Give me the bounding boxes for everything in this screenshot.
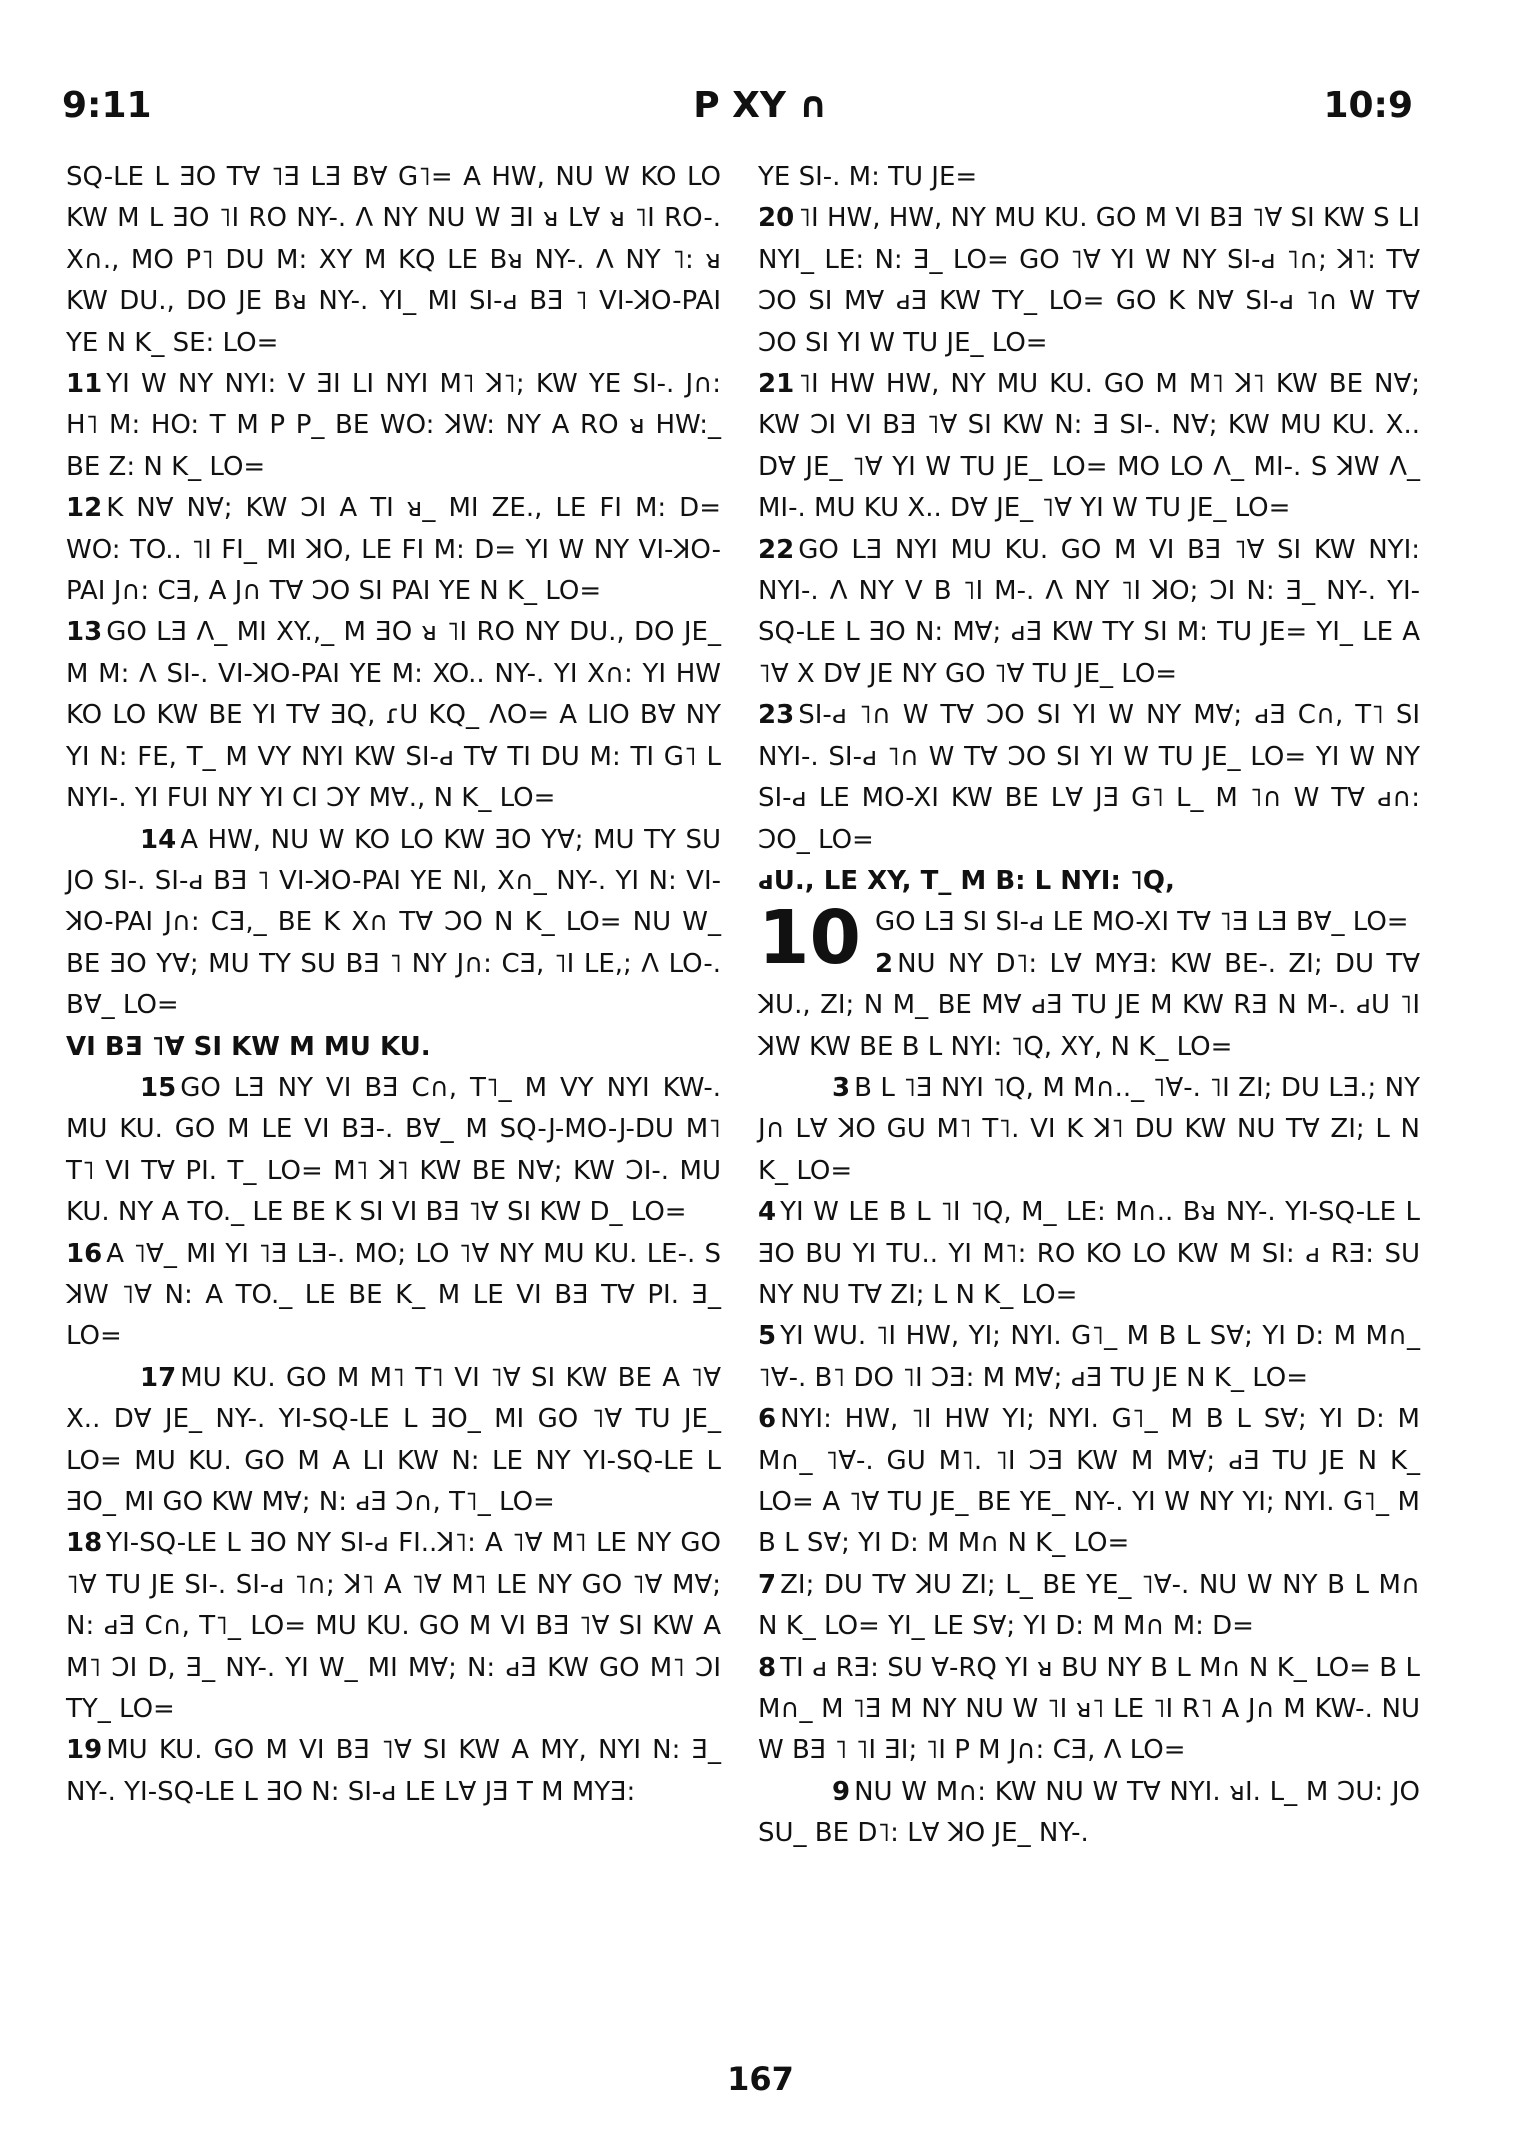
verse-text: ZI; DU T∀ ꓘU ZI; L_ BE YE_ ˥∀-. NU W NY B L M∩ N K_ LO= YI_ LE S∀; YI D: M M∩ M: D=: [758, 1569, 1420, 1642]
verse-paragraph: [66, 1358, 721, 1524]
running-header: [0, 84, 1521, 134]
verse-number: 5: [758, 1321, 777, 1352]
verse-paragraph: [66, 820, 721, 1027]
right-text-column: [758, 157, 1420, 1855]
verse-text: A ˥∀_ MI YI ˥Ǝ LƎ-. MO; LO ˥∀ NY MU KU. LE-. S ꓘW ˥∀ N: A TO._ LE BE K_ M LE VI BƎ T∀ PI. Ǝ_ LO=: [66, 1238, 721, 1352]
verse-text: MU KU. GO M M˥ T˥ VI ˥∀ SI KW BE A ˥∀ X.. D∀ JE_ NY-. YI-SQ-LE L ƎO_ MI GO ˥∀ TU JE_ LO= MU KU. GO M A LI KW N: LE NY YI-SQ-LE L ƎO_ MI GO KW M∀; N: ԁƎ Ɔ∩, T˥_ LO=: [66, 1362, 721, 1517]
verse-paragraph: [758, 1316, 1420, 1399]
verse-text: NU W M∩: KW NU W T∀ NYI. ᴚI. L_ M ƆU: JO SU_ BE D˥: L∀ ꓘO JE_ NY-.: [758, 1776, 1420, 1849]
verse-text: ˥I HW HW, NY MU KU. GO M M˥ ꓘ˥ KW BE N∀; KW ƆI VI BƎ ˥∀ SI KW N: Ǝ SI-. N∀; KW MU KU. X.. D∀ JE_ ˥∀ YI W TU JE_ LO= MO LO Λ_ MI-. S ꓘW Λ_ MI-. MU KU X.. D∀ JE_ ˥∀ YI W TU JE_ LO=: [758, 369, 1420, 524]
verse-number: 20: [758, 203, 795, 234]
chapter-number: 10: [758, 895, 861, 982]
verse-paragraph: [758, 1772, 1420, 1855]
verse-text: GO LƎ NYI MU KU. GO M VI BƎ ˥∀ SI KW NYI: NYI-. Λ NY V B ˥I M-. Λ NY ˥I ꓘO; ƆI N: Ǝ_ NY-. YI-SQ-LE L ƎO N: M∀; ԁƎ KW TY SI M: TU JE= YI_ LE A ˥∀ X D∀ JE NY GO ˥∀ TU JE_ LO=: [758, 534, 1420, 689]
verse-text: SI-ԁ ˥∩ W T∀ ƆO SI YI W NY M∀; ԁƎ C∩, T˥ SI NYI-. SI-ԁ ˥∩ W T∀ ƆO SI YI W TU JE_ LO= YI W NY SI-ԁ LE MO-XI KW BE L∀ JƎ G˥ L_ M ˥∩ W T∀ ԁ∩: ƆO_ LO=: [758, 700, 1420, 855]
verse-number: 22: [758, 534, 795, 565]
verse-number: 23: [758, 700, 795, 731]
verse-paragraph: [66, 364, 721, 488]
verse-text: NU NY D˥: L∀ MYƎ: KW BE-. ZI; DU T∀ ꓘU., ZI; N M_ BE M∀ ԁƎ TU JE M KW RƎ N M-. ԁU ˥I ꓘW KW BE B L NYI: ˥Q, XY, N K_ LO=: [758, 948, 1420, 1062]
verse-paragraph: [758, 157, 1420, 198]
verse-text: K N∀ N∀; KW ƆI A TI ᴚ_ MI ZE., LE FI M: D= WO: TO.. ˥I FI_ MI ꓘO, LE FI M: D= YI W NY VI-ꓘO-PAI J∩: CƎ, A J∩ T∀ ƆO SI PAI YE N K_ LO=: [66, 493, 721, 607]
verse-number: 13: [66, 617, 103, 648]
verse-text: YE SI-. M: TU JE=: [758, 162, 978, 192]
verse-number: 18: [66, 1528, 103, 1559]
verse-paragraph: [758, 530, 1420, 696]
verse-number: 16: [66, 1238, 103, 1269]
header-verse-end: 10:9: [1323, 85, 1413, 126]
verse-number: 11: [66, 369, 103, 400]
verse-text: SQ-LE L ƎO T∀ ˥Ǝ LƎ B∀ G˥= A HW, NU W KO LO KW M L ƎO ˥I RO NY-. Λ NY NU W ƎI ᴚ L∀ ᴚ ˥I RO-. X∩., MO P˥ DU M: XY M KQ LE Bᴚ NY-. Λ NY ˥: ᴚ KW DU., DO JE Bᴚ NY-. YI_ MI SI-ԁ BƎ ˥ VI-ꓘO-PAI YE N K_ SE: LO=: [66, 162, 721, 358]
verse-text: GO LƎ Λ_ MI XY.,_ M ƎO ᴚ ˥I RO NY DU., DO JE_ M M: Λ SI-. VI-ꓘO-PAI YE M: XO.. NY-. YI X∩: YI HW KO LO KW BE YI T∀ ƎQ, ɾU KQ_ ΛO= A LIO B∀ NY YI N: FE, T_ M VY NYI KW SI-ԁ T∀ TI DU M: TI G˥ L NYI-. YI FUI NY YI CI ƆY M∀., N K_ LO=: [66, 617, 721, 814]
verse-text: A HW, NU W KO LO KW ƎO Y∀; MU TY SU JO SI-. SI-ԁ BƎ ˥ VI-ꓘO-PAI YE NI, X∩_ NY-. YI N: VI-ꓘO-PAI J∩: CƎ,_ BE K X∩ T∀ ƆO N K_ LO= NU W_ BE ƎO Y∀; MU TY SU BƎ ˥ NY J∩: CƎ, ˥I LE,; Λ LO-. B∀_ LO=: [66, 824, 721, 1021]
verse-paragraph: [758, 1068, 1420, 1192]
verse-number: 6: [758, 1404, 777, 1435]
verse-number: 19: [66, 1735, 103, 1766]
verse-text: YI W NY NYI: V ƎI LI NYI M˥ ꓘ˥; KW YE SI-. J∩: H˥ M: HO: T M P P_ BE WO: ꓘW: NY A RO ᴚ HW:_ BE Z: N K_ LO=: [66, 369, 721, 482]
verse-number: 15: [140, 1072, 177, 1103]
verse-paragraph: [758, 1648, 1420, 1772]
verse-paragraph: [66, 157, 721, 364]
verse-number: 14: [140, 824, 177, 855]
verse-text: ˥I HW, HW, NY MU KU. GO M VI BƎ ˥∀ SI KW S LI NYI_ LE: N: Ǝ_ LO= GO ˥∀ YI W NY SI-ԁ ˥∩; ꓘ˥: T∀ ƆO SI M∀ ԁƎ KW TY_ LO= GO K N∀ SI-ԁ ˥∩ W T∀ ƆO SI YI W TU JE_ LO=: [758, 203, 1420, 358]
verse-paragraph: [66, 488, 721, 612]
section-heading: VI BƎ ˥∀ SI KW M MU KU.: [66, 1031, 431, 1062]
verse-paragraph: [66, 1730, 721, 1813]
verse-number: 4: [758, 1197, 777, 1228]
verse-text: YI W LE B L ˥I ˥Q, M_ LE: M∩.. Bᴚ NY-. YI-SQ-LE L ƎO BU YI TU.. YI M˥: RO KO LO KW M SI: ԁ RƎ: SU NY NU T∀ ZI; L N K_ LO=: [758, 1197, 1420, 1310]
verse-text: GO LƎ SI SI-ԁ LE MO-XI T∀ ˥Ǝ LƎ B∀_ LO=: [874, 907, 1409, 938]
section-heading: ԁU., LE XY, T_ M B: L NYI: ˥Q,: [758, 865, 1175, 896]
verse-paragraph: [758, 1565, 1420, 1648]
verse-text: TI ԁ RƎ: SU ∀-RQ YI ᴚ BU NY B L M∩ N K_ LO= B L M∩_ M ˥Ǝ M NY NU W ˥I ᴚ˥ LE ˥I R˥ A J∩ M KW-. NU W BƎ ˥ ˥I ƎI; ˥I P M J∩: CƎ, Λ LO=: [758, 1652, 1420, 1766]
verse-text: GO LƎ NY VI BƎ C∩, T˥_ M VY NYI KW-. MU KU. GO M LE VI BƎ-. B∀_ M SQ-J-MO-J-DU M˥ T˥ VI T∀ PI. T_ LO= M˥ ꓘ˥ KW BE N∀; KW ƆI-. MU KU. NY A TO._ LE BE K SI VI BƎ ˥∀ SI KW D_ LO=: [66, 1072, 721, 1228]
verse-number: 21: [758, 369, 795, 400]
verse-text: YI-SQ-LE L ƎO NY SI-ԁ FI..ꓘ˥: A ˥∀ M˥ LE NY GO ˥∀ TU JE SI-. SI-ԁ ˥∩; ꓘ˥ A ˥∀ M˥ LE NY GO ˥∀ M∀; N: ԁƎ C∩, T˥_ LO= MU KU. GO M VI BƎ ˥∀ SI KW A M˥ ƆI D, Ǝ_ NY-. YI W_ MI M∀; N: ԁƎ KW GO M˥ ƆI TY_ LO=: [66, 1528, 721, 1725]
verse-paragraph: [758, 895, 1420, 982]
verse-paragraph: [758, 1399, 1420, 1565]
verse-text: YI WU. ˥I HW, YI; NYI. G˥_ M B L S∀; YI D: M M∩_ ˥∀-. B˥ DO ˥I ƆƎ: M M∀; ԁƎ TU JE N K_ LO=: [758, 1321, 1420, 1393]
verse-number: 12: [66, 493, 103, 524]
verse-paragraph: [758, 364, 1420, 530]
verse-text: MU KU. GO M VI BƎ ˥∀ SI KW A MY, NYI N: Ǝ_ NY-. YI-SQ-LE L ƎO N: SI-ԁ LE L∀ JƎ T M MYƎ:: [66, 1735, 721, 1807]
verse-number: 17: [140, 1362, 177, 1393]
verse-paragraph: [66, 612, 721, 819]
verse-number: 9: [832, 1776, 851, 1807]
verse-paragraph: [758, 1192, 1420, 1316]
verse-number: 3: [832, 1072, 851, 1103]
verse-paragraph: [66, 1234, 721, 1358]
verse-paragraph: [66, 1068, 721, 1234]
verse-paragraph: [758, 198, 1420, 364]
verse-paragraph: [758, 695, 1420, 861]
header-verse-start: 9:11: [62, 85, 152, 126]
left-text-column: [66, 157, 721, 1813]
verse-number: 8: [758, 1652, 777, 1683]
verse-text: NYI: HW, ˥I HW YI; NYI. G˥_ M B L S∀; YI D: M M∩_ ˥∀-. GU M˥. ˥I ƆƎ KW M M∀; ԁƎ TU JE N K_ LO= A ˥∀ TU JE_ BE YE_ NY-. YI W NY YI; NYI. G˥_ M B L S∀; YI D: M M∩ N K_ LO=: [758, 1404, 1420, 1559]
header-book-title: P XY ∩: [693, 85, 828, 126]
verse-text: B L ˥Ǝ NYI ˥Q, M M∩.._ ˥∀-. ˥I ZI; DU LƎ.; NY J∩ L∀ ꓘO GU M˥ T˥. VI K ꓘ˥ DU KW NU T∀ ZI; L N K_ LO=: [758, 1072, 1420, 1186]
verse-number: 2: [874, 948, 894, 979]
page-number: 167: [727, 2060, 794, 2098]
verse-number: 7: [758, 1569, 777, 1600]
verse-paragraph: [66, 1523, 721, 1730]
